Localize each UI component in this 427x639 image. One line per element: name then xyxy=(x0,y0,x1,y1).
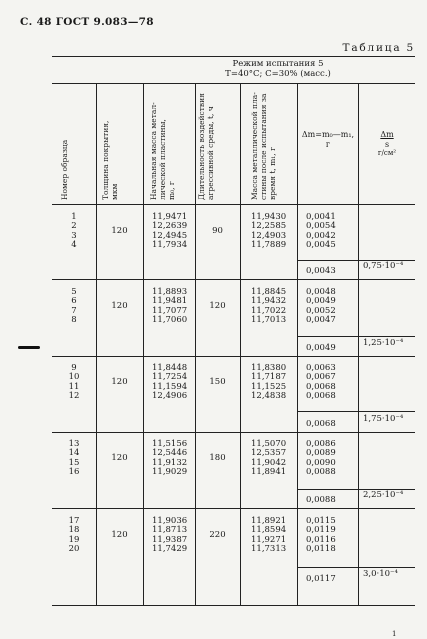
table-bottom-rule xyxy=(52,605,415,606)
initial-masses: 11,9036 11,8713 11,9387 11,7429 xyxy=(152,516,188,554)
header-duration: Длительность воздействия агрессивной среды, t, ч xyxy=(197,93,215,200)
table-top-rule xyxy=(52,56,415,57)
group-separator xyxy=(52,508,415,509)
column-rule xyxy=(143,83,144,605)
specific-mass-loss: 2,25·10⁻⁴ xyxy=(363,490,404,500)
exposure-duration: 180 xyxy=(209,452,226,463)
final-masses: 11,5070 12,5357 11,9042 11,8941 xyxy=(251,439,287,477)
initial-masses: 11,8448 11,7254 11,1594 12,4906 xyxy=(152,363,188,401)
group-separator xyxy=(52,279,415,280)
mean-mass-loss: 0,0117 xyxy=(306,574,336,584)
coating-thickness: 120 xyxy=(111,300,128,311)
specific-mass-loss: 0,75·10⁻⁴ xyxy=(363,261,404,271)
column-rule xyxy=(195,83,196,605)
final-masses: 11,8845 11,9432 11,7022 11,7013 xyxy=(251,287,287,325)
coating-thickness: 120 xyxy=(111,452,128,463)
exposure-duration: 150 xyxy=(209,376,226,387)
initial-masses: 11,8893 11,9481 11,7077 11,7060 xyxy=(152,287,188,325)
mean-mass-loss: 0,0068 xyxy=(306,419,336,429)
header-bottom-rule xyxy=(52,204,415,205)
header-ratio-num: Δm xyxy=(380,130,394,139)
final-masses: 11,8380 11,7187 11,1525 12,4838 xyxy=(251,363,287,401)
sample-numbers: 1 2 3 4 xyxy=(71,212,77,250)
header-delta-mass: Δm=m₀—m₁, xyxy=(301,130,355,139)
header-thickness: Толщина покрытия, мкм xyxy=(101,120,119,200)
coating-thickness: 120 xyxy=(111,529,128,540)
mean-mass-loss: 0,0043 xyxy=(306,266,336,276)
group-separator xyxy=(52,356,415,357)
mean-mass-loss: 0,0049 xyxy=(306,343,336,353)
specific-mass-loss: 1,75·10⁻⁴ xyxy=(363,414,404,424)
column-rule xyxy=(297,83,298,605)
header-final-mass: Масса металлической пла- стины после испытания за время t, m₁, г xyxy=(250,92,277,200)
coating-thickness: 120 xyxy=(111,225,128,236)
header-delta-mass-unit: г xyxy=(325,140,331,149)
group-rule xyxy=(297,336,415,337)
mass-losses: 0,0048 0,0049 0,0052 0,0047 xyxy=(306,287,336,325)
mass-losses: 0,0063 0,0067 0,0068 0,0068 xyxy=(306,363,336,401)
header-ratio-unit: г/см² xyxy=(377,149,397,157)
group-rule xyxy=(297,411,415,412)
sample-numbers: 13 14 15 16 xyxy=(68,439,80,477)
sample-numbers: 17 18 19 20 xyxy=(68,516,80,554)
header-initial-mass: Начальная масса метал- лической пластины, m₀, г xyxy=(149,102,176,200)
coating-thickness: 120 xyxy=(111,376,128,387)
column-rule xyxy=(358,83,359,605)
column-rule xyxy=(96,83,97,605)
test-mode-label: Режим испытания 5 xyxy=(232,59,324,69)
header-sample-no: Номер образца xyxy=(60,139,69,200)
conditions-rule xyxy=(52,83,415,84)
initial-masses: 11,9471 12,2639 12,4945 11,7934 xyxy=(152,212,188,250)
mass-losses: 0,0086 0,0089 0,0090 0,0088 xyxy=(306,439,336,477)
sample-numbers: 5 6 7 8 xyxy=(71,287,77,325)
final-masses: 11,8921 11,8594 11,9271 11,7313 xyxy=(251,516,287,554)
mass-losses: 0,0115 0,0119 0,0116 0,0118 xyxy=(306,516,336,554)
exposure-duration: 120 xyxy=(209,300,226,311)
table-title: Таблица 5 xyxy=(342,42,415,54)
group-rule xyxy=(297,567,415,568)
test-conditions: T=40°C; C=30% (масс.) xyxy=(225,69,331,79)
mean-mass-loss: 0,0088 xyxy=(306,495,336,505)
exposure-duration: 90 xyxy=(212,225,223,236)
initial-masses: 11,5156 12,5446 11,9132 11,9029 xyxy=(152,439,188,477)
sample-numbers: 9 10 11 12 xyxy=(68,363,80,401)
page-header: С. 48 ГОСТ 9.083—78 xyxy=(20,16,154,28)
final-masses: 11,9430 12,2585 12,4903 11,7889 xyxy=(251,212,287,250)
group-separator xyxy=(52,432,415,433)
print-smudge xyxy=(18,346,40,349)
exposure-duration: 220 xyxy=(209,529,226,540)
specific-mass-loss: 3,0·10⁻⁴ xyxy=(363,569,398,579)
header-ratio-den: s xyxy=(384,140,390,149)
specific-mass-loss: 1,25·10⁻⁴ xyxy=(363,338,404,348)
column-rule xyxy=(240,83,241,605)
page-number: 1 xyxy=(392,630,397,638)
mass-losses: 0,0041 0,0054 0,0042 0,0045 xyxy=(306,212,336,250)
